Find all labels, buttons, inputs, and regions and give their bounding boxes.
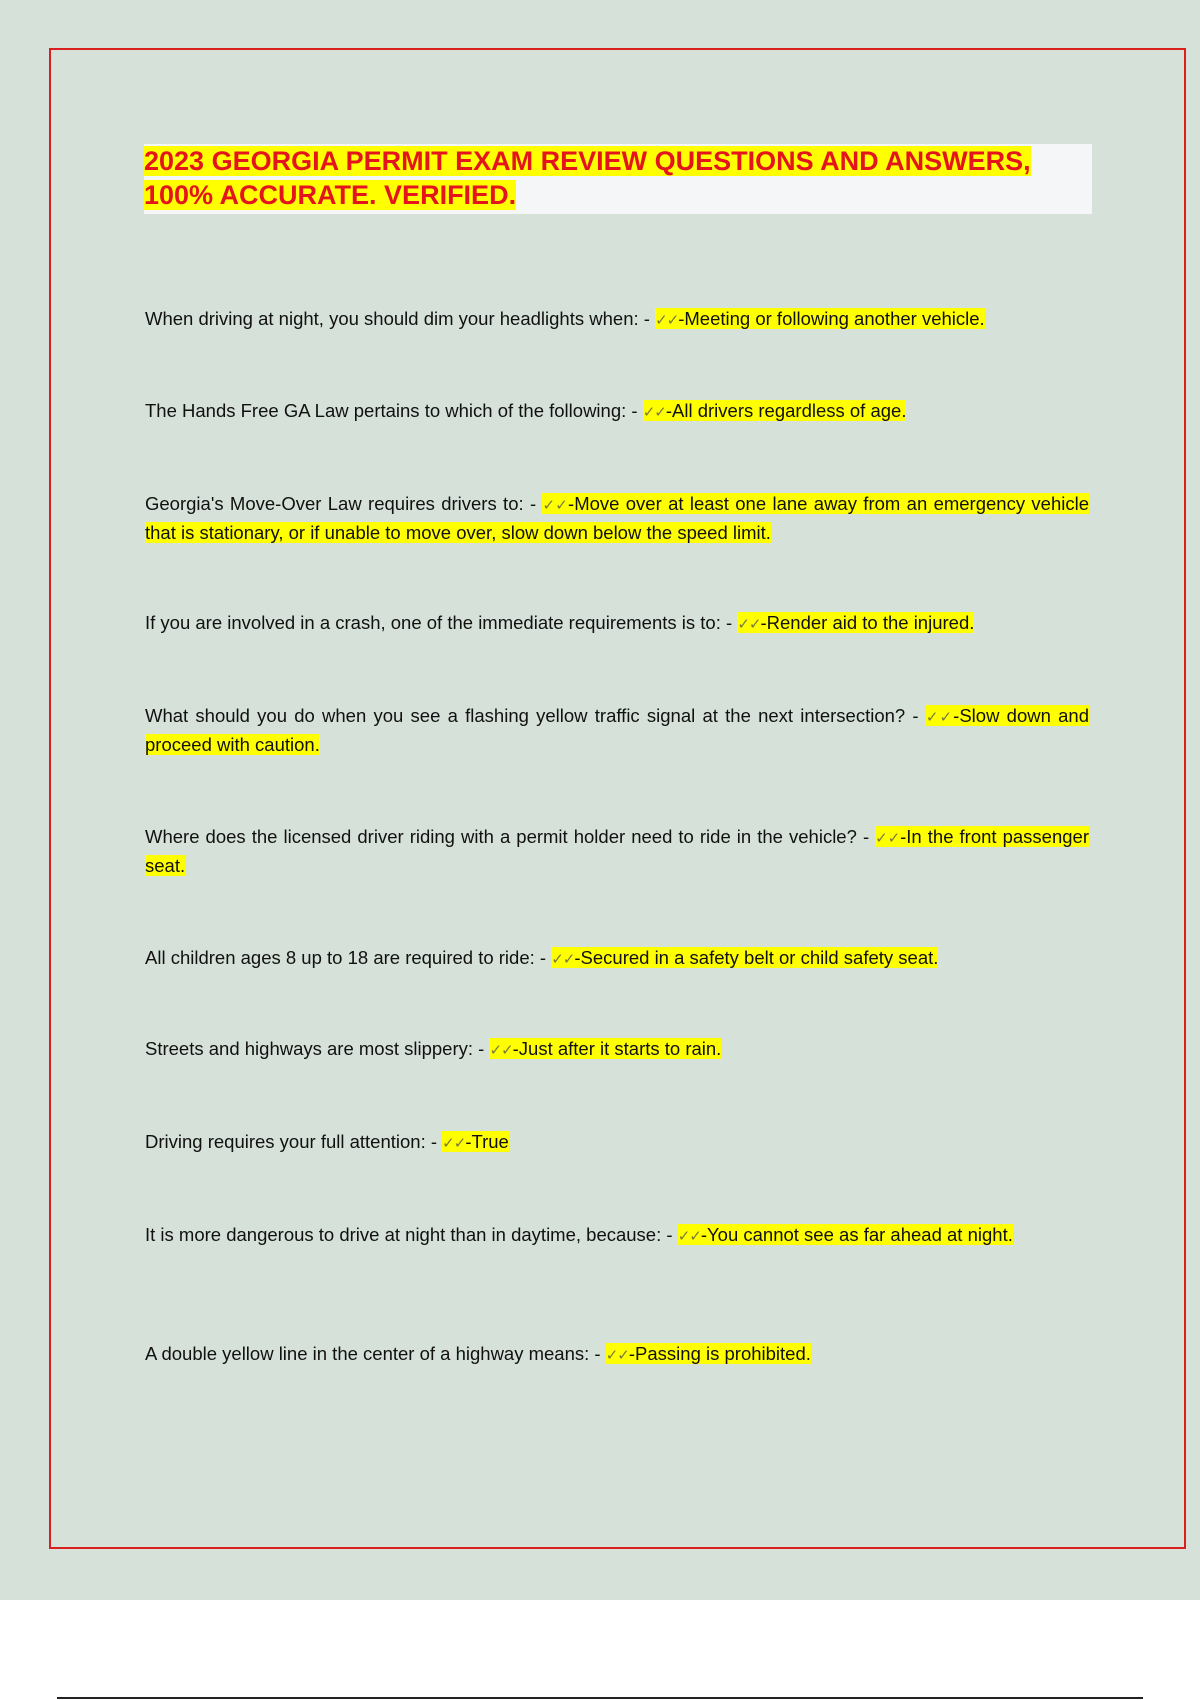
title-block [144, 144, 1092, 214]
double-check-icon: ✓✓ [605, 1346, 629, 1364]
qa-item [145, 609, 1089, 638]
qa-item [145, 1340, 1089, 1369]
answer-text: Meeting or following another vehicle. [684, 308, 985, 329]
answer-prefix: - [574, 947, 581, 968]
separator: - [638, 308, 656, 329]
qa-item [145, 702, 1089, 759]
qa-item [145, 397, 1089, 426]
answer-text: Slow down and proceed with caution. [145, 705, 1089, 755]
title-line-2: 100% ACCURATE. VERIFIED. [144, 180, 517, 210]
answer-highlight [643, 400, 907, 421]
answer-highlight [606, 1343, 811, 1364]
title-line-1: 2023 GEORGIA PERMIT EXAM REVIEW QUESTIONS AND ANSWERS, [144, 146, 1031, 176]
question-text: All children ages 8 up to 18 are required to ride: [145, 947, 535, 968]
double-check-icon: ✓✓ [655, 311, 679, 329]
double-check-icon: ✓✓ [542, 496, 569, 514]
qa-item [145, 305, 1089, 334]
separator: - [425, 1131, 443, 1152]
question-text: Georgia's Move-Over Law requires drivers to: [145, 493, 524, 514]
double-check-icon: ✓✓ [551, 950, 575, 968]
answer-prefix: - [465, 1131, 472, 1152]
answer-highlight [678, 1224, 1013, 1245]
double-check-icon: ✓✓ [442, 1134, 466, 1152]
question-text: Driving requires your full attention: [145, 1131, 426, 1152]
separator: - [661, 1224, 678, 1245]
double-check-icon: ✓✓ [489, 1041, 513, 1059]
separator: - [473, 1038, 490, 1059]
question-text: If you are involved in a crash, one of the immediate requirements is to: [145, 612, 721, 633]
answer-highlight [655, 308, 985, 329]
answer-highlight [442, 1131, 509, 1152]
page-frame [49, 48, 1186, 1549]
answer-prefix: - [760, 612, 767, 633]
double-check-icon: ✓✓ [737, 615, 761, 633]
answer-text: True [471, 1131, 509, 1152]
separator: - [856, 826, 876, 847]
answer-text: Move over at least one lane away from an emergency vehicle that is stationary, or if unable to move over, slow down below the speed limit. [145, 493, 1090, 543]
answer-text: You cannot see as far ahead at night. [707, 1224, 1013, 1245]
qa-item [145, 823, 1089, 880]
answer-text: Just after it starts to rain. [518, 1038, 722, 1059]
answer-text: All drivers regardless of age. [672, 400, 907, 421]
answer-prefix: - [953, 705, 960, 726]
question-text: Streets and highways are most slippery: [145, 1038, 474, 1059]
question-text: It is more dangerous to drive at night than in daytime, because: [145, 1224, 662, 1245]
separator: - [589, 1343, 606, 1364]
answer-highlight [551, 947, 938, 968]
question-text: What should you do when you see a flashing yellow traffic signal at the next intersection? [145, 705, 906, 726]
qa-item [145, 490, 1089, 547]
answer-prefix: - [628, 1343, 636, 1364]
answer-text: Secured in a safety belt or child safety seat. [580, 947, 939, 968]
qa-item [145, 1035, 1089, 1064]
double-check-icon: ✓✓ [677, 1227, 701, 1245]
separator: - [626, 400, 643, 421]
answer-prefix: - [900, 826, 907, 847]
qa-item [145, 1128, 1089, 1157]
answer-text: Render aid to the injured. [766, 612, 975, 633]
answer-text: In the front passenger seat. [145, 826, 1090, 876]
separator: - [523, 493, 543, 514]
document-title [144, 144, 1092, 212]
qa-item [145, 944, 1089, 973]
separator: - [905, 705, 926, 726]
separator: - [720, 612, 738, 633]
question-text: A double yellow line in the center of a highway means: [145, 1343, 590, 1364]
qa-item [145, 1221, 1089, 1250]
question-text: When driving at night, you should dim your headlights when: [145, 308, 639, 329]
double-check-icon: ✓✓ [925, 708, 954, 726]
answer-highlight [489, 1038, 721, 1059]
answer-prefix: - [568, 493, 575, 514]
question-text: Where does the licensed driver riding with a permit holder need to ride in the vehicle? [145, 826, 857, 847]
separator: - [534, 947, 552, 968]
answer-prefix: - [665, 400, 673, 421]
answer-prefix: - [678, 308, 685, 329]
answer-highlight [737, 612, 974, 633]
answer-prefix: - [512, 1038, 519, 1059]
footer-rule [57, 1697, 1143, 1699]
question-text: The Hands Free GA Law pertains to which of the following: [145, 400, 627, 421]
answer-text: Passing is prohibited. [635, 1343, 811, 1364]
double-check-icon: ✓✓ [875, 829, 901, 847]
answer-prefix: - [700, 1224, 708, 1245]
double-check-icon: ✓✓ [642, 403, 666, 421]
